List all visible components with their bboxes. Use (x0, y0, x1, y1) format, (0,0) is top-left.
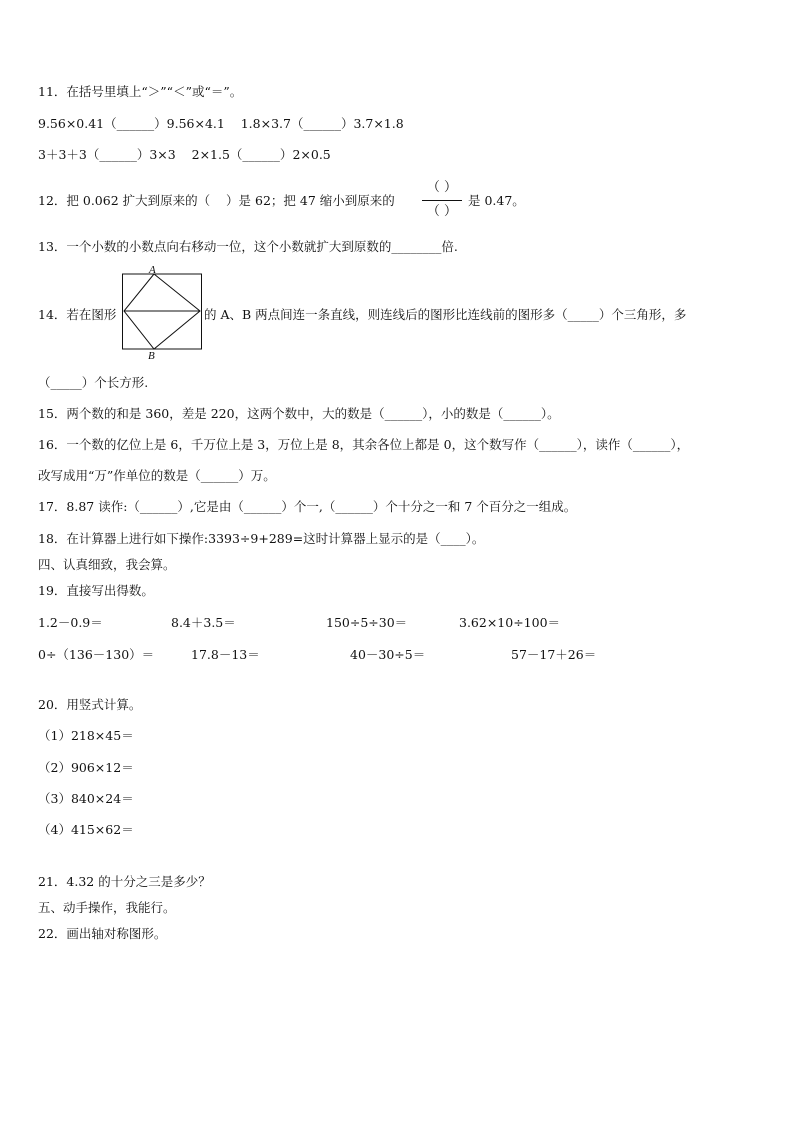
q17-text: 17．8.87 读作:（______）,它是由（______）个一,（______）个十分之一和 7 个百分之一组成。 (38, 499, 577, 514)
q16-line1: 16．一个数的亿位上是 6，千万位上是 3，万位上是 8，其余各位上都是 0，这个数写作（______），读作（______）， (38, 437, 690, 452)
q12-part1: 12．把 0.062 扩大到原来的（ ）是 62；把 47 缩小到原来的 (38, 193, 395, 208)
q11-row2: 3＋3＋3（______）3×3 2×1.5（______）2×0.5 (38, 147, 331, 162)
q21-text: 21．4.32 的十分之三是多少？ (38, 874, 211, 889)
q20-item-2: （2）906×12＝ (38, 760, 134, 775)
fraction-numerator: （ ） (426, 180, 458, 195)
q19-r2-c3: 40－30÷5＝ (350, 647, 426, 662)
q15-text: 15．两个数的和是 360，差是 220，这两个数中，大的数是（______），小的数是（______）。 (38, 406, 560, 421)
q19-r2-c2: 17.8－13＝ (191, 647, 260, 662)
point-a-label: A (149, 264, 156, 276)
q19-r1-c2: 8.4＋3.5＝ (171, 615, 236, 630)
q14-text2: （_____）个长方形. (38, 375, 149, 390)
q19-r2-c1: 0÷（136－130）＝ (38, 647, 155, 662)
q16-line2: 改写成用“万”作单位的数是（______）万。 (38, 468, 276, 483)
q19-r1-c1: 1.2－0.9＝ (38, 615, 103, 630)
q20-item-1: （1）218×45＝ (38, 728, 134, 743)
q22-text: 22．画出轴对称图形。 (38, 926, 167, 941)
fraction-bar (422, 200, 462, 201)
q19-r1-c4: 3.62×10÷100＝ (459, 615, 561, 630)
fraction-denominator: （ ） (426, 204, 458, 219)
point-b-label: B (148, 350, 155, 359)
rectangle-diamond-figure (121, 264, 203, 359)
q14-prefix: 14．若在图形 (38, 307, 117, 322)
q19-title: 19．直接写出得数。 (38, 583, 154, 598)
q13-text: 13．一个小数的小数点向右移动一位，这个小数就扩大到原数的________倍. (38, 239, 458, 254)
q19-r2-c4: 57－17＋26＝ (511, 647, 597, 662)
q20-item-3: （3）840×24＝ (38, 791, 134, 806)
q20-item-4: （4）415×62＝ (38, 822, 134, 837)
q14-text: 的 A、B 两点间连一条直线，则连线后的图形比连线前的图形多（_____）个三角形，多 (204, 307, 687, 322)
q20-title: 20．用竖式计算。 (38, 697, 142, 712)
section4-heading: 四、认真细致，我会算。 (38, 557, 176, 572)
q11-row1: 9.56×0.41（______）9.56×4.1 1.8×3.7（______）3.7×1.8 (38, 116, 404, 131)
q11-title: 11．在括号里填上“＞”“＜”或“＝”。 (38, 84, 243, 99)
section5-heading: 五、动手操作，我能行。 (38, 900, 176, 915)
blank-fraction (418, 178, 466, 224)
q12-part2: 是 0.47。 (468, 193, 525, 208)
q19-r1-c3: 150÷5÷30＝ (326, 615, 408, 630)
q18-text: 18．在计算器上进行如下操作:3393÷9+289=这时计算器上显示的是（____）。 (38, 531, 485, 546)
